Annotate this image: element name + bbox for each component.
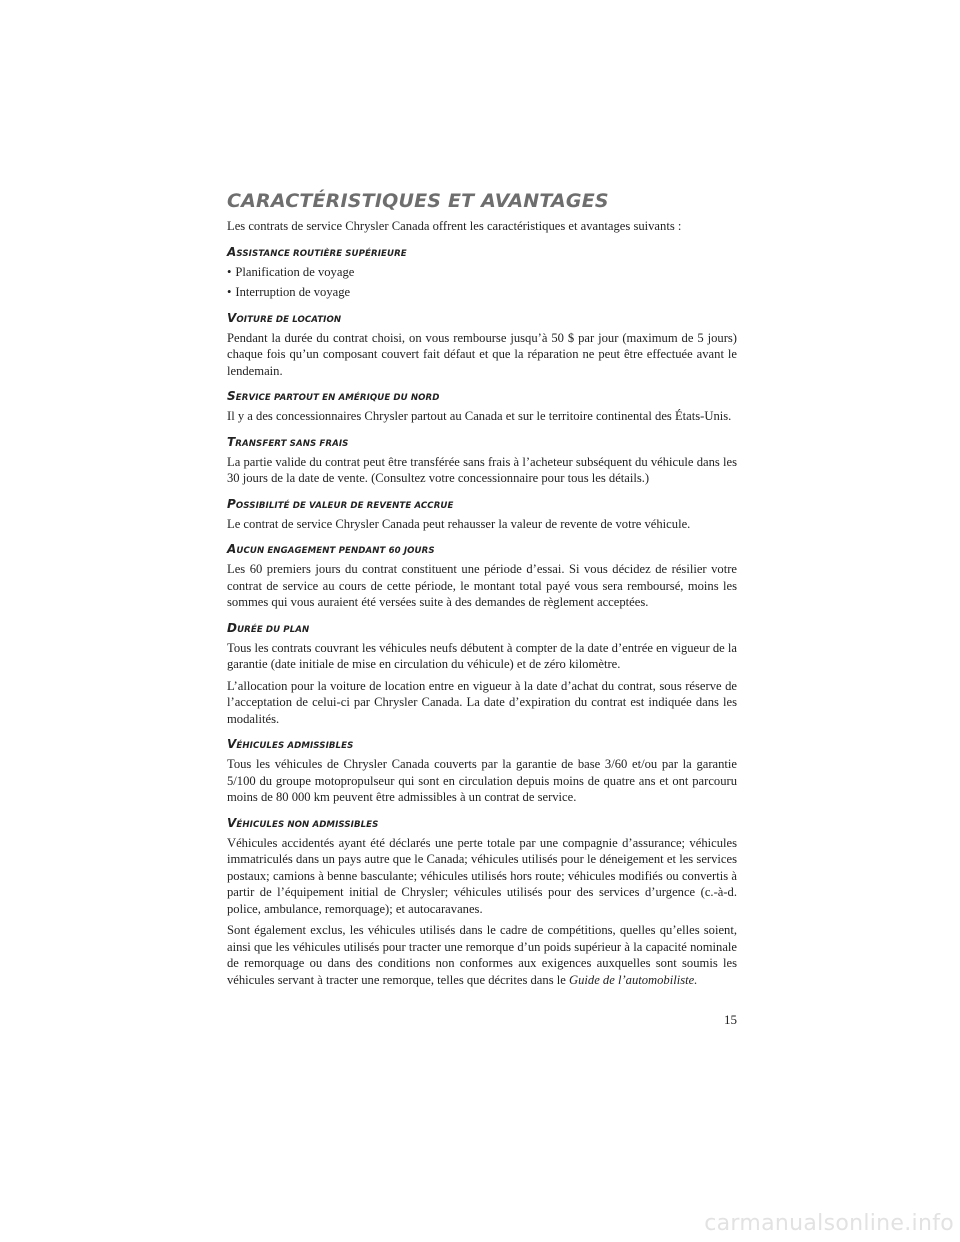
heading-voiture: VOITURE DE LOCATION <box>227 310 342 325</box>
bullet-icon: • <box>227 264 232 279</box>
voiture-text: Pendant la durée du contrat choisi, on vous rembourse jusqu’à 50 $ par jour (maximum de 5 jours) chaque fois qu’un composant couvert fait défaut et que la réparation ne peut être effectuée avant le lendemain. <box>227 330 737 378</box>
service-text: Il y a des concessionnaires Chrysler partout au Canada et sur le territoire continental des États-Unis. <box>227 409 732 423</box>
assistance-list <box>227 264 737 301</box>
list-item: • Interruption de voyage <box>227 285 351 299</box>
duree-text-1: Tous les contrats couvrant les véhicules neufs débutent à compter de la date d’entrée en vigueur de la garantie (date initiale de mise en circulation du véhicule) et de zéro kilomètre. <box>227 640 737 671</box>
page-number: 15 <box>724 1012 737 1027</box>
list-item: • Planification de voyage <box>227 264 355 279</box>
heading-transfert: TRANSFERT SANS FRAIS <box>227 434 349 449</box>
admissibles-text: Tous les véhicules de Chrysler Canada couverts par la garantie de base 3/60 et/ou par la garantie 5/100 du groupe motopropulseur qui sont en circulation depuis moins de quatre ans et ont parcouru moins de 80 000 km peuvent être admissibles à un contrat de service. <box>227 757 737 804</box>
bullet-icon: • <box>227 285 232 299</box>
guide-reference: Guide de l’automobiliste. <box>569 972 698 987</box>
heading-assistance: ASSISTANCE ROUTIÈRE SUPÉRIEURE <box>227 244 407 259</box>
intro-text: Les contrats de service Chrysler Canada offrent les caractéristiques et avantages suivants : <box>227 219 682 233</box>
possibilite-text: Le contrat de service Chrysler Canada peut rehausser la valeur de revente de votre véhicule. <box>227 516 691 531</box>
page-content <box>227 190 737 993</box>
duree-text-2: L’allocation pour la voiture de location entre en vigueur à la date d’achat du contrat, sous réserve de l’acceptation de celui-ci par Chrysler Canada. La date d’expiration du contrat est indiquée dans les modalités. <box>227 678 737 726</box>
heading-service: SERVICE PARTOUT EN AMÉRIQUE DU NORD <box>227 389 440 403</box>
page-title: CARACTÉRISTIQUES ET AVANTAGES <box>227 190 609 212</box>
transfert-text: La partie valide du contrat peut être transférée sans frais à l’acheteur subséquent du véhicule dans les 30 jours de la date de vente. (Consultez votre concessionnaire pour tous les détails.) <box>227 454 737 485</box>
heading-duree: DURÉE DU PLAN <box>227 620 310 635</box>
aucun-text: Les 60 premiers jours du contrat constituent une période d’essai. Si vous décidez de résilier votre contrat de service au cours de cette période, le montant total payé vous sera remboursé, moins les sommes qui vous auraient été versées suite à des demandes de règlement acceptées. <box>227 562 737 609</box>
heading-aucun: AUCUN ENGAGEMENT PENDANT 60 JOURS <box>227 542 435 556</box>
non-admissibles-text-1: Véhicules accidentés ayant été déclarés une perte totale par une compagnie d’assurance; véhicules immatriculés dans un pays autre que le Canada; véhicules utilisés pour le déneigement et les services postaux; camions à benne basculante; véhicules utilisés hors route; véhicules modifiés ou convertis à partir de l’équipement initial de Chrysler; véhicules utilisés pour des services d’urgence (c.-à-d. police, ambulance, remorquage); et autocaravanes. <box>227 835 737 916</box>
watermark-logo: carmanualsonline.info <box>704 1211 954 1236</box>
heading-non-admissibles: VÉHICULES NON ADMISSIBLES <box>227 815 379 830</box>
heading-admissibles: VÉHICULES ADMISSIBLES <box>227 737 354 751</box>
non-admissibles-text-2: Sont également exclus, les véhicules utilisés dans le cadre de compétitions, quelles qu’elles soient, ainsi que les véhicules utilisés pour tracter une remorque d’un poids supérieur à la capacité nominale de remorquage ou dans des conditions non conformes aux exigences auxquelles sont soumis les véhicules servant à tracter une remorque, telles que décrites dans le Guide de l’automobiliste. <box>227 923 737 987</box>
heading-possibilite: POSSIBILITÉ DE VALEUR DE REVENTE ACCRUE <box>227 496 454 511</box>
